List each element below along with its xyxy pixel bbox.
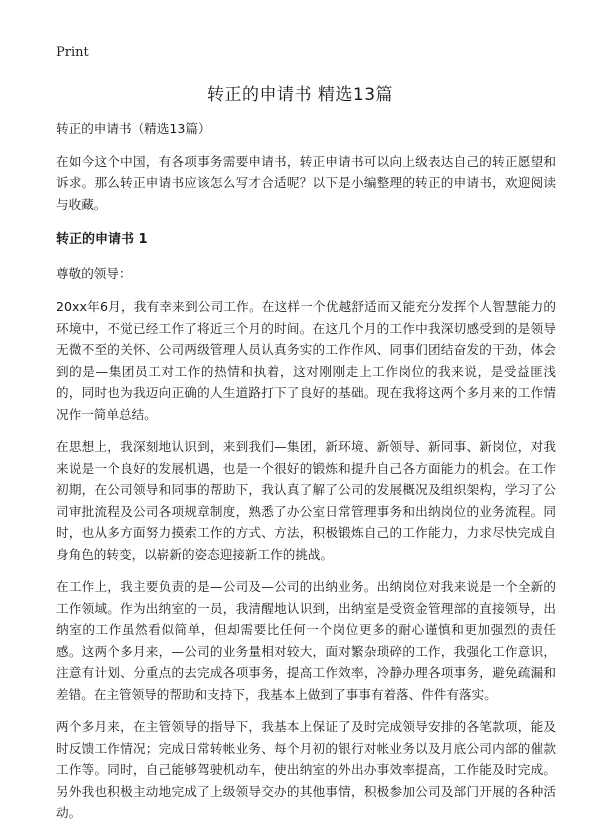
intro-paragraph: 在如今这个中国，有各项事务需要申请书，转正申请书可以向上级表达自己的转正愿望和诉求。那么转正申请书应该怎么写才合适呢？以下是小编整理的转正的申请书，欢迎阅读与收藏。: [56, 153, 556, 212]
body-paragraph-2: 在思想上，我深刻地认识到，来到我们—集团，新环境、新领导、新同事、新岗位，对我来说是一个良好的发展机遇，也是一个很好的锻炼和提升自己各方面能力的机会。在工作初期，在公司领导和同事的帮助下，我认真了解了公司的发展概况及组织架构，学习了公司审批流程及公司各项规章制度，熟悉了办公室日常管理事务和出纳岗位的业务流程。同时，也从多方面努力摸索工作的方式、方法，积极锻炼自己的工作能力，力求尽快完成自身角色的转变，以崭新的姿态迎接新工作的挑战。: [56, 439, 556, 562]
body-paragraph-4: 两个多月来，在主管领导的指导下，我基本上保证了及时完成领导安排的各笔款项，能及时反馈工作情况；完成日常转帐业务、每个月初的银行对帐业务以及月底公司内部的催款工作等。同时，自己能够驾驶机动车，使出纳室的外出办事效率提高，工作能及时完成。另外我也积极主动地完成了上级领导交办的其他事情，积极参加公司及部门开展的各种活动。: [56, 719, 556, 820]
document-body: [56, 118, 556, 835]
section-heading: 转正的申请书 1: [56, 232, 148, 247]
document-subtitle: 转正的申请书（精选13篇）: [56, 121, 211, 136]
body-paragraph-1: 20xx年6月，我有幸来到公司工作。在这样一个优越舒适而又能充分发挥个人智慧能力的环境中，不觉已经工作了将近三个月的时间。在这几个月的工作中我深切感受到的是领导无微不至的关怀、公司两级管理人员认真务实的工作作风、同事们团结奋发的干劲，体会到的是—集团员工对工作的热情和执着，这对刚刚走上工作岗位的我来说，是受益匪浅的，同时也为我迈向正确的人生道路打下了良好的基础。现在我将这两个多月来的工作情况作一简单总结。: [56, 299, 556, 422]
greeting: 尊敬的领导：: [56, 265, 132, 281]
body-paragraph-3: 在工作上，我主要负责的是—公司及—公司的出纳业务。出纳岗位对我来说是一个全新的工作领域。作为出纳室的一员，我清醒地认识到，出纳室是受资金管理部的直接领导，出纳室的工作虽然看似简单，但却需要比任何一个岗位更多的耐心谨慎和更加强烈的责任感。这两个多月来，—公司的业务量相对较大，面对繁杂琐碎的工作，我强化工作意识，注意有计划、分重点的去完成各项事务，提高工作效率，冷静办理各项事务，避免疏漏和差错。在主管领导的帮助和支持下，我基本上做到了事事有着落、件件有落实。: [56, 579, 556, 702]
page-title: 转正的申请书 精选13篇: [206, 85, 394, 105]
print-link[interactable]: Print: [56, 45, 89, 60]
